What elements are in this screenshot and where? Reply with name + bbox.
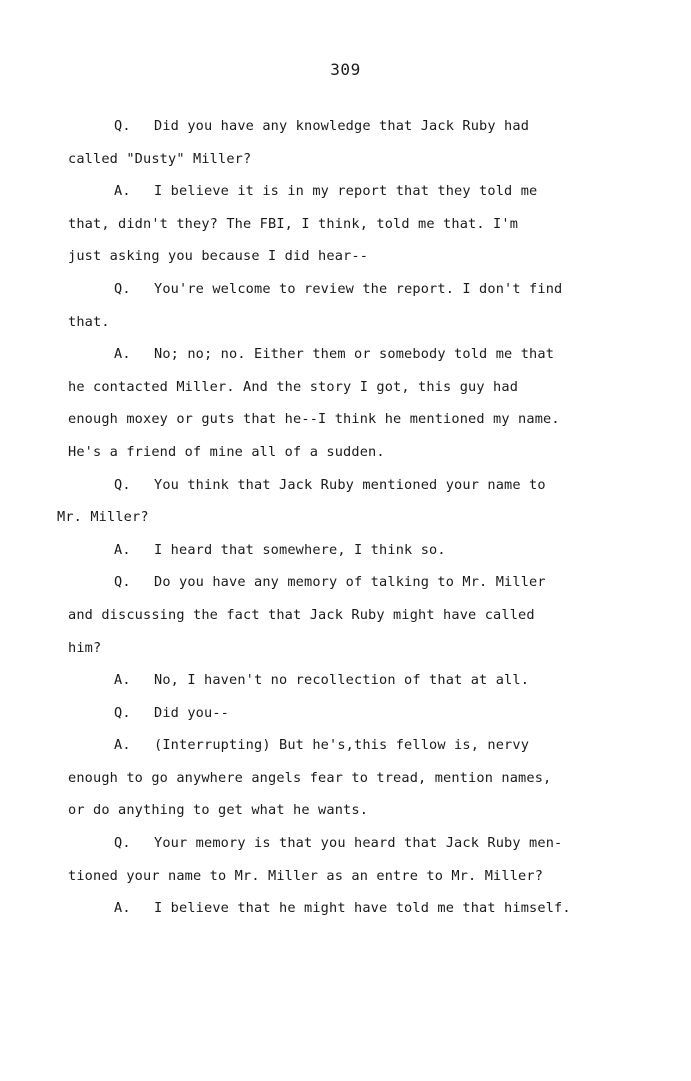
line-text: him? <box>68 639 102 656</box>
line-text: just asking you because I did hear-- <box>68 248 369 265</box>
speaker-marker: Q. <box>114 476 131 493</box>
transcript-line <box>68 338 628 371</box>
line-text: He's a friend of mine all of a sudden. <box>68 443 385 460</box>
line-text: I heard that somewhere, I think so. <box>154 541 446 558</box>
transcript-line <box>68 534 628 567</box>
transcript-line <box>68 436 628 469</box>
transcript-line <box>68 860 628 893</box>
line-text: or do anything to get what he wants. <box>68 802 369 819</box>
transcript-line <box>68 175 628 208</box>
transcript-line <box>68 208 628 241</box>
line-text: You're welcome to review the report. I don't find <box>154 280 563 297</box>
speaker-marker: A. <box>114 541 131 558</box>
transcript-line <box>68 632 628 665</box>
transcript-line <box>68 892 628 925</box>
transcript-line <box>68 729 628 762</box>
line-text: No, I haven't no recollection of that at all. <box>154 672 530 689</box>
transcript-line <box>68 403 628 436</box>
line-text: I believe it is in my report that they told me <box>154 183 538 200</box>
line-text: and discussing the fact that Jack Ruby might have called <box>68 606 535 623</box>
transcript-line <box>68 827 628 860</box>
line-text: called "Dusty" Miller? <box>68 150 252 167</box>
line-text: You think that Jack Ruby mentioned your name to <box>154 476 546 493</box>
line-text: that, didn't they? The FBI, I think, told me that. I'm <box>68 215 519 232</box>
transcript-line <box>68 110 628 143</box>
line-text: (Interrupting) But he's,this fellow is, nervy <box>154 737 530 754</box>
line-text: Your memory is that you heard that Jack Ruby men- <box>154 835 563 852</box>
line-text: tioned your name to Mr. Miller as an entre to Mr. Miller? <box>68 867 544 884</box>
line-text: I believe that he might have told me that himself. <box>154 900 571 917</box>
transcript-line <box>68 306 628 339</box>
line-text: enough to go anywhere angels fear to tread, mention names, <box>68 769 552 786</box>
line-text: Do you have any memory of talking to Mr. Miller <box>154 574 546 591</box>
speaker-marker: A. <box>114 672 131 689</box>
speaker-marker: A. <box>114 737 131 754</box>
transcript-line <box>68 794 628 827</box>
line-text: he contacted Miller. And the story I got, this guy had <box>68 378 519 395</box>
transcript-line <box>68 273 628 306</box>
transcript-line <box>68 566 628 599</box>
transcript-line <box>68 697 628 730</box>
transcript-body <box>57 110 628 925</box>
page-number: 309 <box>330 60 361 79</box>
speaker-marker: A. <box>114 900 131 917</box>
speaker-marker: Q. <box>114 835 131 852</box>
transcript-line <box>68 143 628 176</box>
speaker-marker: A. <box>114 183 131 200</box>
speaker-marker: Q. <box>114 574 131 591</box>
speaker-marker: Q. <box>114 704 131 721</box>
line-text: Did you have any knowledge that Jack Ruby had <box>154 118 530 134</box>
speaker-marker: Q. <box>114 118 131 134</box>
line-text: enough moxey or guts that he--I think he mentioned my name. <box>68 411 560 428</box>
transcript-line <box>68 469 628 502</box>
speaker-marker: Q. <box>114 280 131 297</box>
transcript-line <box>68 664 628 697</box>
line-text: Did you-- <box>154 704 230 721</box>
transcript-line <box>68 762 628 795</box>
line-text: that. <box>68 313 110 330</box>
transcript-line <box>68 599 628 632</box>
line-text: Mr. Miller? <box>57 509 149 526</box>
transcript-line <box>68 240 628 273</box>
transcript-line <box>57 501 628 534</box>
line-text: No; no; no. Either them or somebody told me that <box>154 346 555 363</box>
speaker-marker: A. <box>114 346 131 363</box>
transcript-line <box>68 371 628 404</box>
